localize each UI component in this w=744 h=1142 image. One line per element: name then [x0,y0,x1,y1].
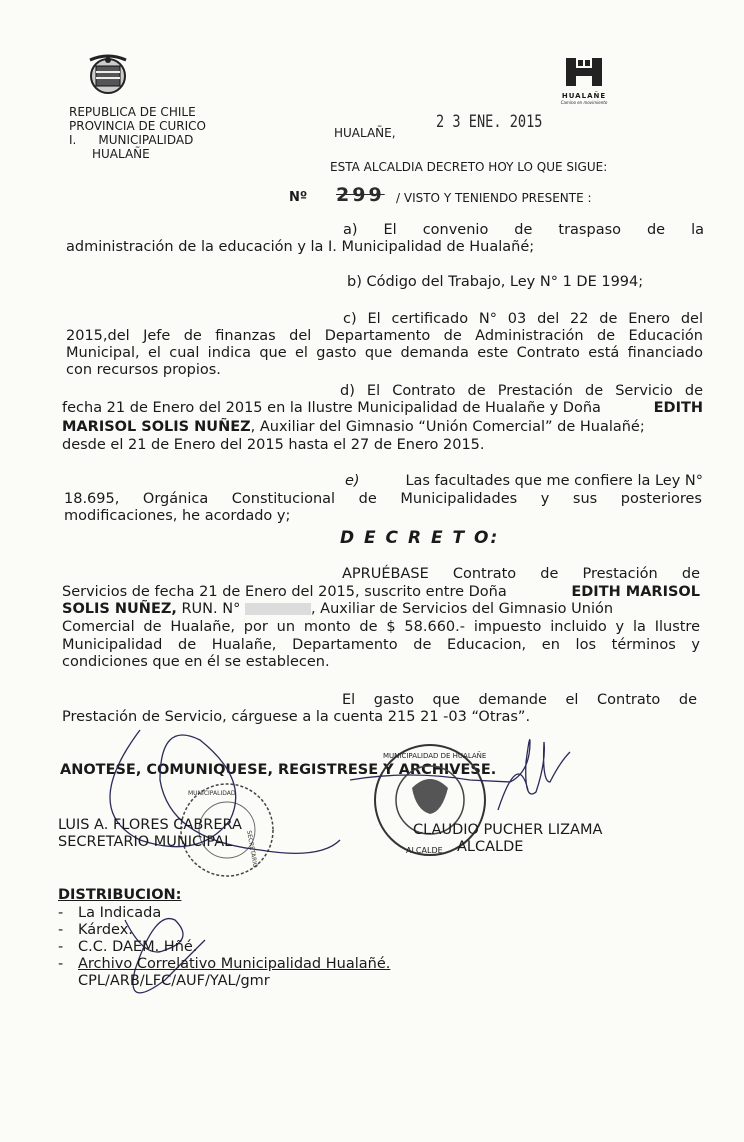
clause-c-line3: Municipal, el cual indica que el gasto que demanda este Contrato está financiado [66,345,703,361]
clause-d-line3: MARISOL SOLIS NUÑEZ, Auxiliar del Gimnasio “Unión Comercial” de Hualañé; [62,419,645,435]
header-province: PROVINCIA DE CURICO [69,119,206,133]
clause-e-line3: modificaciones, he acordado y; [64,508,291,524]
left-signer-title: SECRETARIO MUNICIPAL [58,834,233,850]
clause-d-line4: desde el 21 de Enero del 2015 hasta el 27 de Enero 2015. [62,437,485,453]
clause-c-line2: 2015,del Jefe de finanzas del Departamento de Administración de Educación [66,328,703,344]
resolution-line3: SOLIS NUÑEZ, RUN. N° , Auxiliar de Servicios del Gimnasio Unión [62,601,614,617]
resolution-line6: condiciones que en él se establecen. [62,654,330,670]
left-signer-name: LUIS A. FLORES CABRERA [58,817,242,833]
clause-e-line1: e) Las facultades que me confiere la Ley N° [345,473,703,489]
clause-d-line1: d) El Contrato de Prestación de Servicio de [340,383,703,399]
resolution-line5: Municipalidad de Hualañe, Departamento de Educacion, en los términos y [62,637,700,653]
decree-number: 299 [336,184,385,206]
gasto-line1: El gasto que demande el Contrato de [342,692,697,708]
seal-right-text-top: MUNICIPALIDAD DE HUALAÑE [383,752,487,760]
header-city: HUALAÑE [92,147,150,161]
distribution-title: DISTRIBUCION: [58,887,182,903]
visto-line: / VISTO Y TENIENDO PRESENTE : [396,191,592,205]
list-item: - Kárdex. [58,922,133,938]
chile-crest-icon [80,52,136,96]
list-item: - C.C. DAEM. Hñé. [58,939,198,955]
seal-left-text-side: SECRETARIO [245,830,259,869]
clause-e-line2: 18.695, Orgánica Constitucional de Municipalidades y sus posteriores [64,491,702,507]
clause-c-line4: con recursos propios. [66,362,221,378]
right-signer-name: CLAUDIO PUCHER LIZAMA [413,822,603,838]
hualane-logo-icon [564,56,604,88]
header-municipality: I. MUNICIPALIDAD [69,133,194,147]
closing-line: ANOTESE, COMUNIQUESE, REGISTRESE Y ARCHIVESE. [60,762,497,778]
clause-c-line1: c) El certificado N° 03 del 22 de Enero del [343,311,703,327]
logo-name: HUALAÑE [561,92,607,100]
clause-a-line2: administración de la educación y la I. Municipalidad de Hualañé; [66,239,535,255]
seal-left-text-top: MUNICIPALIDAD [188,790,236,797]
clause-d-line2: fecha 21 de Enero del 2015 en la Ilustre Municipalidad de Hualañe y Doña EDITH [62,400,703,416]
resolution-line4: Comercial de Hualañe, por un monto de $ 58.660.- impuesto incluido y la Ilustre [62,619,700,635]
resolution-line2: Servicios de fecha 21 de Enero del 2015, suscrito entre Doña EDITH MARISOL [62,584,700,600]
list-item: - Archivo Correlativo Municipalidad Hualañé. [58,956,391,972]
logo-tagline: Camino en movimiento [560,100,608,105]
number-sign: Nº [289,190,308,205]
resolution-line1: APRUÉBASE Contrato de Prestación de [342,566,700,582]
clause-b: b) Código del Trabajo, Ley N° 1 DE 1994; [347,274,644,290]
list-item: - La Indicada [58,905,162,921]
distribution-initials: CPL/ARB/LFC/AUF/YAL/gmr [78,973,270,989]
clause-a-line1: a) El convenio de traspaso de la [343,222,704,238]
header-country: REPUBLICA DE CHILE [69,105,196,119]
date-stamp: 2 3 ENE. 2015 [436,112,543,132]
right-signature [350,740,570,811]
intro-line: ESTA ALCALDIA DECRETO HOY LO QUE SIGUE: [330,160,608,174]
distribution-list [58,905,390,990]
run-redacted [245,603,311,615]
place: HUALAÑE, [334,126,396,140]
seal-right-text-bottom: ALCALDE [406,846,443,855]
hualane-logo [560,56,608,106]
decreto-heading: D E C R E T O: [340,528,500,548]
right-signer-title: ALCALDE [457,839,524,855]
gasto-line2: Prestación de Servicio, cárguese a la cuenta 215 21 -03 “Otras”. [62,709,531,725]
